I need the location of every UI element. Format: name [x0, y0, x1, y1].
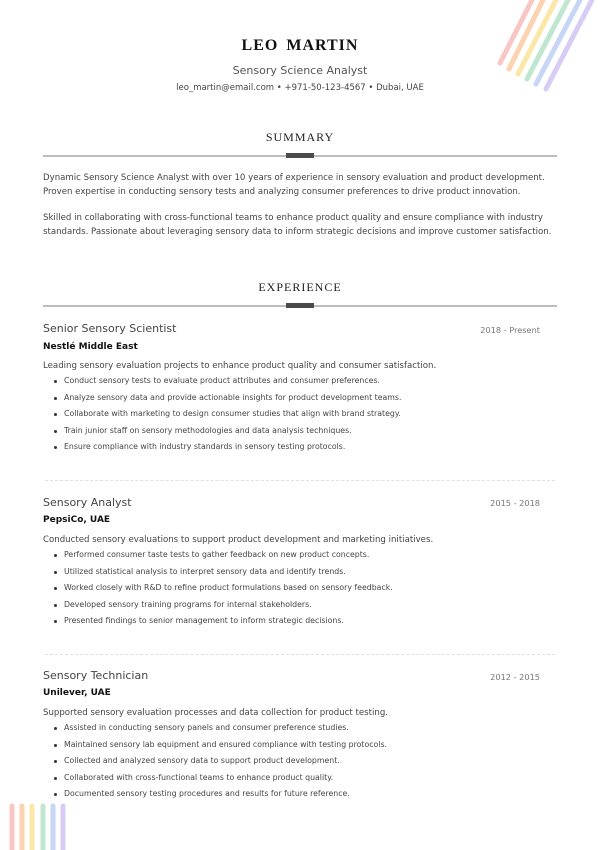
job-dates: 2015 - 2018	[490, 498, 540, 508]
job-bullet: Assisted in conducting sensory panels and consumer preference studies.	[52, 722, 387, 739]
job-summary: Conducted sensory evaluations to support product development and marketing initiatives.	[43, 535, 434, 545]
resume-header	[0, 37, 600, 93]
job-separator	[45, 654, 555, 655]
job-summary: Supported sensory evaluation processes and data collection for product testing.	[43, 708, 389, 718]
job-bullets	[52, 722, 387, 805]
job-separator	[45, 480, 555, 481]
job-title: Sensory Analyst	[43, 496, 132, 509]
experience-divider-accent	[286, 303, 314, 308]
job-bullet: Ensure compliance with industry standards in sensory testing protocols.	[52, 441, 401, 458]
candidate-name: LEO MARTIN	[241, 37, 359, 54]
summary-divider-accent	[286, 153, 314, 158]
summary-paragraph-2: Skilled in collaborating with cross-functional teams to enhance product quality and ensure compliance with industry standards. Passionate about leveraging sensory data to inform strategic decisions and improve customer satisfaction.	[43, 213, 552, 237]
job-bullet: Collected and analyzed sensory data to support product development.	[52, 755, 387, 772]
job-summary: Leading sensory evaluation projects to enhance product quality and consumer satisfaction.	[43, 361, 437, 371]
job-bullet: Analyze sensory data and provide actionable insights for product development teams.	[52, 392, 401, 409]
job-bullet: Utilized statistical analysis to interpret sensory data and identify trends.	[52, 566, 393, 583]
job-bullet: Presented findings to senior management to inform strategic decisions.	[52, 615, 393, 632]
summary-paragraph-1: Dynamic Sensory Science Analyst with over 10 years of experience in sensory evaluation and product development. Proven expertise in conducting sensory tests and analyzing consumer preferences to drive product innovation.	[43, 173, 545, 197]
job-dates: 2012 - 2015	[490, 672, 540, 682]
job-title: Sensory Technician	[43, 669, 149, 682]
candidate-role: Sensory Science Analyst	[232, 64, 368, 77]
job-bullet: Documented sensory testing procedures and results for future reference.	[52, 788, 387, 805]
job-bullet: Collaborate with marketing to design consumer studies that align with brand strategy.	[52, 408, 401, 425]
job-bullet: Maintained sensory lab equipment and ensured compliance with testing protocols.	[52, 739, 387, 756]
job-bullets	[52, 549, 393, 632]
experience-heading: EXPERIENCE	[258, 280, 342, 294]
decorative-stripes-bottom-left	[0, 800, 80, 850]
job-bullet: Performed consumer taste tests to gather feedback on new product concepts.	[52, 549, 393, 566]
job-dates: 2018 - Present	[480, 325, 540, 335]
job-bullet: Train junior staff on sensory methodologies and data analysis techniques.	[52, 425, 401, 442]
job-company: Nestlé Middle East	[43, 342, 138, 352]
summary-heading: SUMMARY	[265, 130, 335, 144]
job-bullet: Developed sensory training programs for internal stakeholders.	[52, 599, 393, 616]
job-company: Unilever, UAE	[43, 688, 111, 698]
job-company: PepsiCo, UAE	[43, 515, 111, 525]
job-bullet: Worked closely with R&D to refine product formulations based on sensory feedback.	[52, 582, 393, 599]
job-bullet: Conduct sensory tests to evaluate product attributes and consumer preferences.	[52, 375, 401, 392]
job-title: Senior Sensory Scientist	[43, 322, 177, 335]
job-bullets	[52, 375, 401, 458]
contact-line: leo_martin@email.com • +971-50-123-4567 • Dubai, UAE	[176, 83, 424, 93]
job-bullet: Collaborated with cross-functional teams to enhance product quality.	[52, 772, 387, 789]
